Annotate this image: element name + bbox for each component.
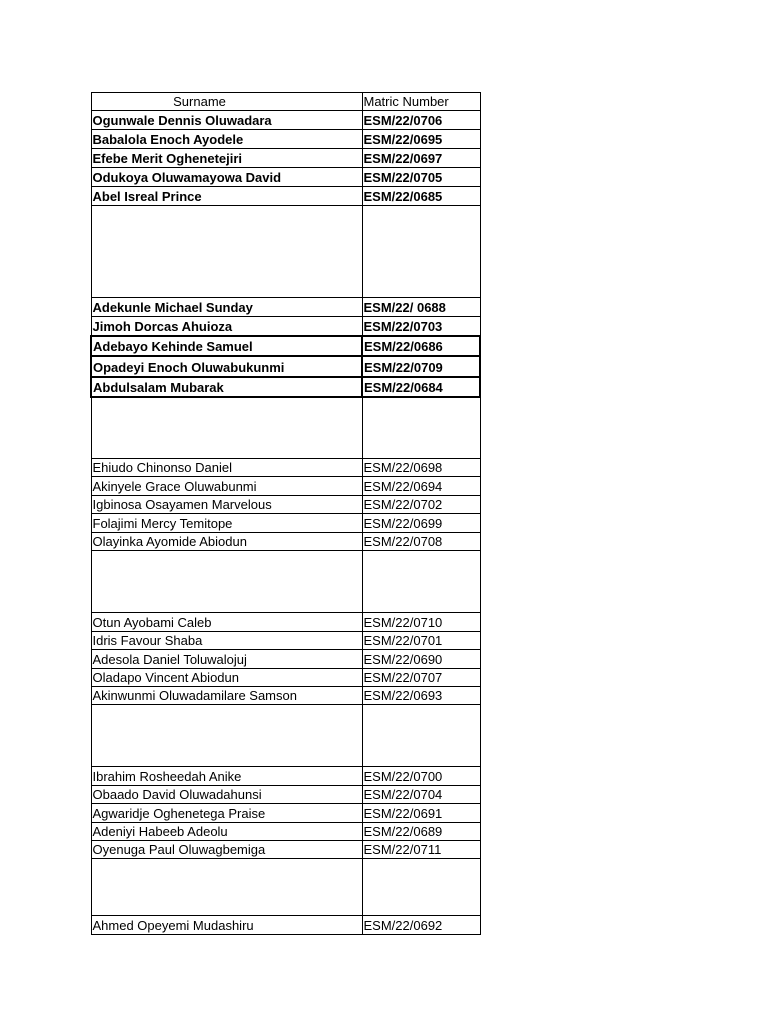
surname-cell: Idris Favour Shaba xyxy=(91,632,362,650)
table-body xyxy=(91,111,480,935)
surname-cell: Adekunle Michael Sunday xyxy=(91,298,362,317)
table-row xyxy=(91,149,480,168)
spacer-row xyxy=(91,397,480,459)
surname-cell: Akinyele Grace Oluwabunmi xyxy=(91,477,362,496)
table-row xyxy=(91,613,480,632)
surname-cell: Igbinosa Osayamen Marvelous xyxy=(91,496,362,514)
table-row xyxy=(91,669,480,687)
matric-cell: ESM/22/0690 xyxy=(362,650,480,669)
table-row xyxy=(91,187,480,206)
matric-cell: ESM/22/0704 xyxy=(362,786,480,804)
empty-cell xyxy=(362,206,480,298)
table-row xyxy=(91,298,480,317)
matric-cell: ESM/22/0705 xyxy=(362,168,480,187)
surname-cell: Adesola Daniel Toluwalojuj xyxy=(91,650,362,669)
table-row xyxy=(91,650,480,669)
surname-cell: Agwaridje Oghenetega Praise xyxy=(91,804,362,823)
matric-cell: ESM/22/0706 xyxy=(362,111,480,130)
matric-cell: ESM/22/0693 xyxy=(362,687,480,705)
table-row xyxy=(91,496,480,514)
matric-cell: ESM/22/0686 xyxy=(362,336,480,356)
matric-cell: ESM/22/0702 xyxy=(362,496,480,514)
empty-cell xyxy=(91,397,362,459)
student-table xyxy=(90,92,481,935)
matric-cell: ESM/22/0708 xyxy=(362,533,480,551)
surname-cell: Abel Isreal Prince xyxy=(91,187,362,206)
matric-cell: ESM/22/ 0688 xyxy=(362,298,480,317)
spacer-row xyxy=(91,859,480,916)
table-row xyxy=(91,168,480,187)
empty-cell xyxy=(91,859,362,916)
table-row xyxy=(91,459,480,477)
matric-cell: ESM/22/0709 xyxy=(362,356,480,377)
table-row xyxy=(91,377,480,397)
surname-header: Surname xyxy=(91,93,362,111)
spreadsheet-page xyxy=(90,92,479,933)
table-row xyxy=(91,786,480,804)
matric-cell: ESM/22/0711 xyxy=(362,841,480,859)
surname-cell: Efebe Merit Oghenetejiri xyxy=(91,149,362,168)
surname-cell: Babalola Enoch Ayodele xyxy=(91,130,362,149)
empty-cell xyxy=(362,551,480,613)
surname-cell: Jimoh Dorcas Ahuioza xyxy=(91,317,362,336)
table-row xyxy=(91,916,480,935)
empty-cell xyxy=(91,551,362,613)
table-row xyxy=(91,111,480,130)
matric-cell: ESM/22/0692 xyxy=(362,916,480,935)
table-row xyxy=(91,317,480,336)
table-row xyxy=(91,823,480,841)
table-row xyxy=(91,632,480,650)
table-row xyxy=(91,477,480,496)
matric-cell: ESM/22/0689 xyxy=(362,823,480,841)
matric-header: Matric Number xyxy=(362,93,480,111)
table-row xyxy=(91,687,480,705)
surname-cell: Folajimi Mercy Temitope xyxy=(91,514,362,533)
matric-cell: ESM/22/0694 xyxy=(362,477,480,496)
matric-cell: ESM/22/0707 xyxy=(362,669,480,687)
matric-cell: ESM/22/0710 xyxy=(362,613,480,632)
surname-cell: Opadeyi Enoch Oluwabukunmi xyxy=(91,356,362,377)
table-row xyxy=(91,767,480,786)
matric-cell: ESM/22/0691 xyxy=(362,804,480,823)
matric-cell: ESM/22/0700 xyxy=(362,767,480,786)
matric-cell: ESM/22/0697 xyxy=(362,149,480,168)
empty-cell xyxy=(362,705,480,767)
surname-cell: Adebayo Kehinde Samuel xyxy=(91,336,362,356)
empty-cell xyxy=(91,206,362,298)
table-row xyxy=(91,336,480,356)
surname-cell: Oladapo Vincent Abiodun xyxy=(91,669,362,687)
empty-cell xyxy=(362,859,480,916)
table-row xyxy=(91,804,480,823)
matric-cell: ESM/22/0703 xyxy=(362,317,480,336)
surname-cell: Ahmed Opeyemi Mudashiru xyxy=(91,916,362,935)
surname-cell: Odukoya Oluwamayowa David xyxy=(91,168,362,187)
spacer-row xyxy=(91,705,480,767)
surname-cell: Adeniyi Habeeb Adeolu xyxy=(91,823,362,841)
surname-cell: Otun Ayobami Caleb xyxy=(91,613,362,632)
table-row xyxy=(91,356,480,377)
surname-cell: Olayinka Ayomide Abiodun xyxy=(91,533,362,551)
empty-cell xyxy=(91,705,362,767)
header-row xyxy=(91,93,480,111)
surname-cell: Ibrahim Rosheedah Anike xyxy=(91,767,362,786)
table-row xyxy=(91,841,480,859)
surname-cell: Obaado David Oluwadahunsi xyxy=(91,786,362,804)
table-row xyxy=(91,130,480,149)
matric-cell: ESM/22/0695 xyxy=(362,130,480,149)
spacer-row xyxy=(91,206,480,298)
matric-cell: ESM/22/0685 xyxy=(362,187,480,206)
surname-cell: Ehiudo Chinonso Daniel xyxy=(91,459,362,477)
spacer-row xyxy=(91,551,480,613)
surname-cell: Akinwunmi Oluwadamilare Samson xyxy=(91,687,362,705)
matric-cell: ESM/22/0698 xyxy=(362,459,480,477)
matric-cell: ESM/22/0684 xyxy=(362,377,480,397)
matric-cell: ESM/22/0699 xyxy=(362,514,480,533)
table-row xyxy=(91,533,480,551)
empty-cell xyxy=(362,397,480,459)
surname-cell: Abdulsalam Mubarak xyxy=(91,377,362,397)
surname-cell: Ogunwale Dennis Oluwadara xyxy=(91,111,362,130)
surname-cell: Oyenuga Paul Oluwagbemiga xyxy=(91,841,362,859)
table-row xyxy=(91,514,480,533)
matric-cell: ESM/22/0701 xyxy=(362,632,480,650)
